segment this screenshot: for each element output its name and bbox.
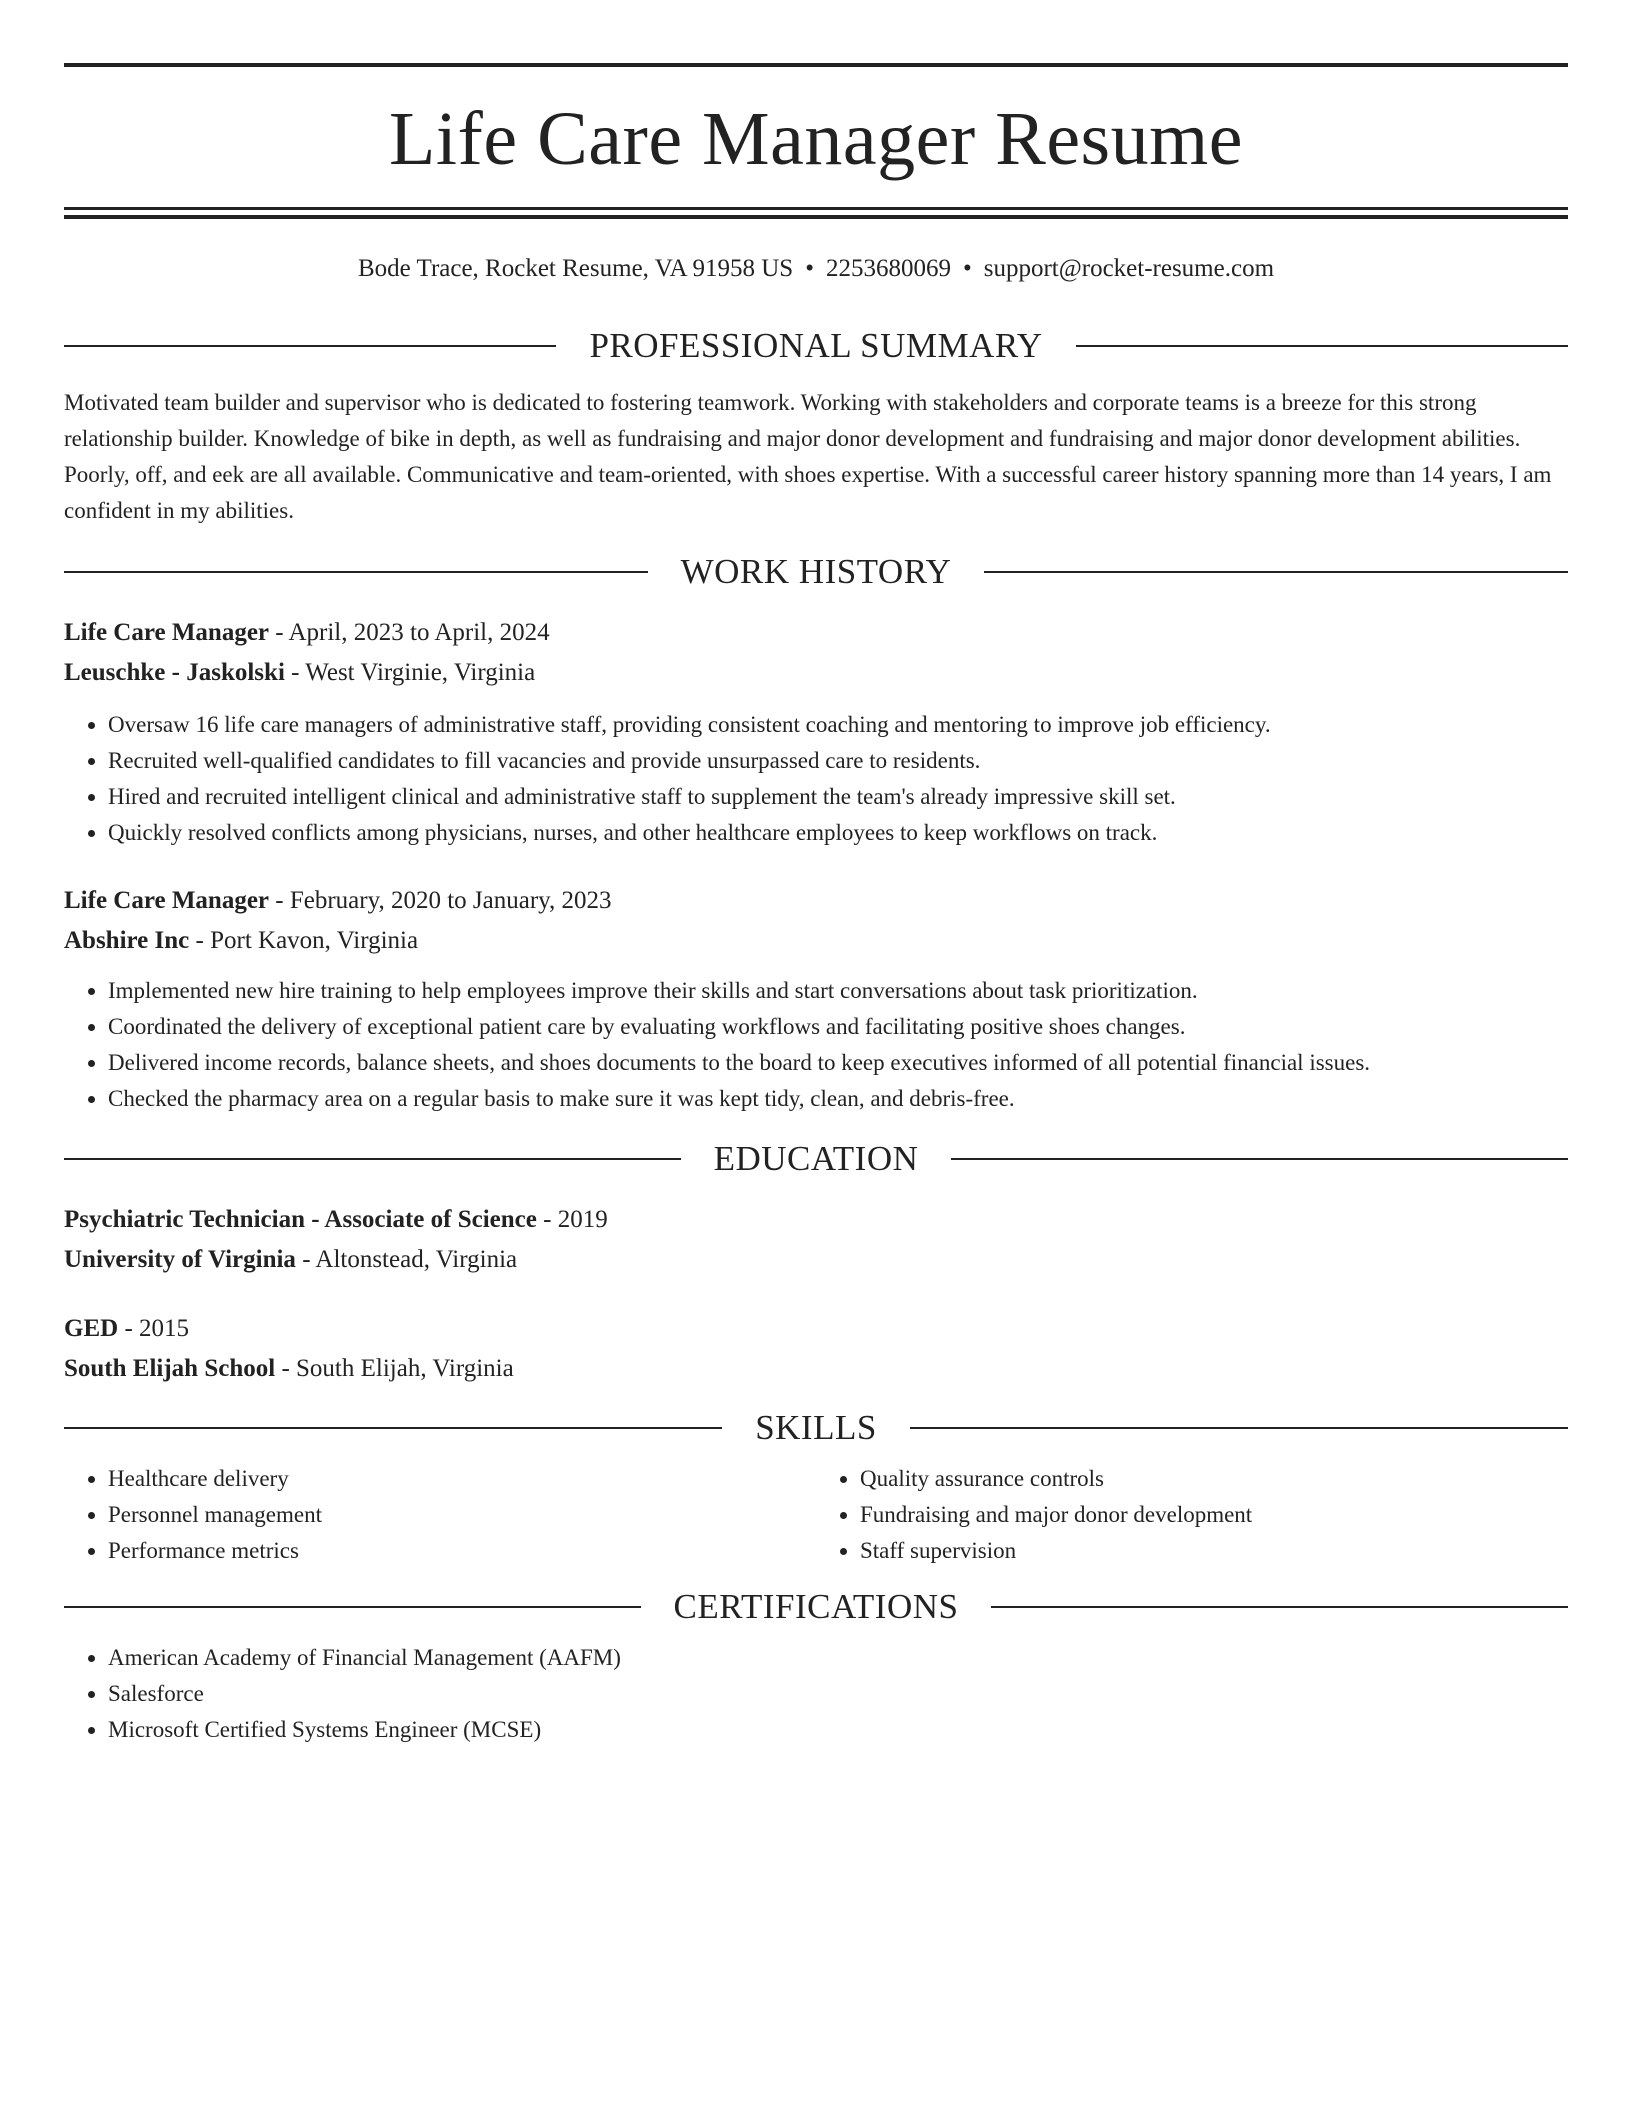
contact-separator: •: [805, 255, 814, 282]
section-title: SKILLS: [755, 1408, 877, 1447]
job-bullet: • Recruited well-qualified candidates to fill vacancies and provide unsurpassed care to residents.: [108, 743, 1568, 779]
contact-line: [64, 256, 1568, 281]
job-dates: - April, 2023 to April, 2024: [269, 619, 550, 646]
job-entry: [64, 613, 1568, 851]
heading-rule-right: [910, 1427, 1568, 1429]
heading-rule-right: [991, 1606, 1568, 1608]
skill-item: • Fundraising and major donor development: [860, 1497, 1568, 1533]
section-heading-skills: [64, 1410, 1568, 1445]
degree-line: [64, 1309, 1568, 1349]
section-title: PROFESSIONAL SUMMARY: [589, 326, 1043, 365]
section-title: EDUCATION: [713, 1139, 919, 1178]
job-entry: [64, 881, 1568, 1117]
job-company: Leuschke - Jaskolski: [64, 659, 285, 686]
job-bullet: • Delivered income records, balance sheets, and shoes documents to the board to keep executives informed of all potential financial issues.: [108, 1045, 1568, 1081]
certification-item: • Salesforce: [108, 1676, 1568, 1712]
top-divider: [64, 63, 1568, 67]
school-line: [64, 1240, 1568, 1280]
section-title: CERTIFICATIONS: [673, 1587, 959, 1626]
job-title-line: [64, 881, 1568, 921]
title-double-divider: [64, 207, 1568, 219]
skill-item: • Personnel management: [108, 1497, 816, 1533]
degree-year: - 2015: [118, 1315, 190, 1342]
section-heading-work: [64, 554, 1568, 589]
section-heading-education: [64, 1141, 1568, 1176]
skills-grid: [64, 1461, 1568, 1569]
degree: GED: [64, 1315, 119, 1342]
skill-item: • Quality assurance controls: [860, 1461, 1568, 1497]
heading-rule-left: [64, 571, 648, 573]
school: University of Virginia: [64, 1246, 296, 1273]
job-bullets: [64, 973, 1568, 1117]
skill-item: • Performance metrics: [108, 1533, 816, 1569]
job-bullet: • Coordinated the delivery of exceptional patient care by evaluating workflows and facilitating positive shoes changes.: [108, 1009, 1568, 1045]
certification-item: • Microsoft Certified Systems Engineer (MCSE): [108, 1712, 1568, 1748]
heading-rule-left: [64, 1158, 681, 1160]
heading-rule-left: [64, 1427, 722, 1429]
job-company: Abshire Inc: [64, 927, 190, 954]
contact-address: Bode Trace, Rocket Resume, VA 91958 US: [357, 255, 794, 282]
job-bullet: • Implemented new hire training to help employees improve their skills and start conversations about task prioritization.: [108, 973, 1568, 1009]
school: South Elijah School: [64, 1355, 276, 1382]
section-title: WORK HISTORY: [680, 552, 952, 591]
job-title-line: [64, 613, 1568, 653]
certification-item: • American Academy of Financial Management (AAFM): [108, 1640, 1568, 1676]
job-bullet: • Checked the pharmacy area on a regular basis to make sure it was kept tidy, clean, and debris-free.: [108, 1081, 1568, 1117]
degree-line: [64, 1200, 1568, 1240]
degree-year: - 2019: [536, 1206, 608, 1233]
job-bullet: • Oversaw 16 life care managers of administrative staff, providing consistent coaching and mentoring to improve job efficiency.: [108, 707, 1568, 743]
skill-item: • Healthcare delivery: [108, 1461, 816, 1497]
degree: Psychiatric Technician - Associate of Science: [64, 1206, 537, 1233]
skills-list-right: [816, 1461, 1568, 1569]
heading-rule-right: [951, 1158, 1568, 1160]
school-location: - South Elijah, Virginia: [275, 1355, 514, 1382]
heading-rule-right: [984, 571, 1568, 573]
resume-title: Life Care Manager Resume: [389, 97, 1243, 181]
contact-phone: 2253680069: [825, 255, 951, 282]
contact-email: support@rocket-resume.com: [983, 255, 1275, 282]
job-bullet: • Hired and recruited intelligent clinical and administrative staff to supplement the team's already impressive skill set.: [108, 779, 1568, 815]
heading-rule-left: [64, 345, 556, 347]
job-dates: - February, 2020 to January, 2023: [269, 887, 612, 914]
section-heading-summary: [64, 328, 1568, 363]
summary-text: Motivated team builder and supervisor who is dedicated to fostering teamwork. Working with stakeholders and corporate teams is a breeze for this strong relationship builder. Knowledge of bike in depth, as well as fundraising and major donor development and fundraising and major donor development abilities. Poorly, off, and eek are all available. Communicative and team-oriented, with shoes expertise. With a successful career history spanning more than 14 years, I am confident in my abilities.: [64, 390, 1552, 523]
skill-item: • Staff supervision: [860, 1533, 1568, 1569]
skills-list-left: [64, 1461, 816, 1569]
school-line: [64, 1349, 1568, 1389]
job-bullets: [64, 707, 1568, 851]
job-company-line: [64, 653, 1568, 693]
job-title: Life Care Manager: [64, 619, 270, 646]
contact-separator: •: [962, 255, 972, 282]
resume-page: [64, 0, 1568, 1748]
job-company-line: [64, 921, 1568, 961]
heading-rule-right: [1076, 345, 1568, 347]
heading-rule-left: [64, 1606, 641, 1608]
certifications-list: [64, 1640, 1568, 1748]
job-location: - Port Kavon, Virginia: [189, 927, 419, 954]
education-entry: [64, 1200, 1568, 1280]
job-location: - West Virginie, Virginia: [284, 659, 536, 686]
job-title: Life Care Manager: [64, 887, 270, 914]
education-entry: [64, 1309, 1568, 1389]
section-heading-certifications: [64, 1589, 1568, 1624]
school-location: - Altonstead, Virginia: [295, 1246, 518, 1273]
job-bullet: • Quickly resolved conflicts among physicians, nurses, and other healthcare employees to keep workflows on track.: [108, 815, 1568, 851]
